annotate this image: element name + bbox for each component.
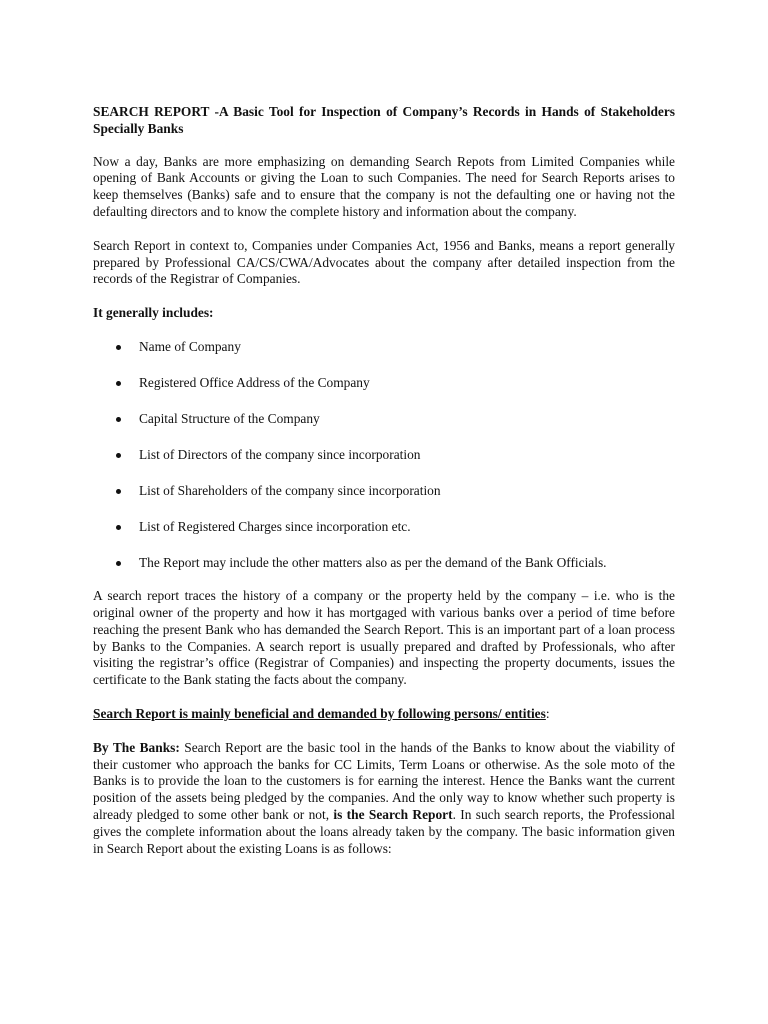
beneficiaries-heading-line: Search Report is mainly beneficial and demanded by following persons/ entities:	[93, 705, 550, 721]
list-item: The Report may include the other matters also as per the demand of the Bank Officials.	[93, 555, 675, 572]
document-page	[93, 104, 675, 857]
bullet-icon	[116, 561, 121, 566]
bullet-icon	[116, 417, 121, 422]
list-item: List of Directors of the company since incorporation	[93, 447, 675, 464]
banks-label: By The Banks:	[93, 739, 180, 755]
bullet-icon	[116, 345, 121, 350]
definition-paragraph: Search Report in context to, Companies under Companies Act, 1956 and Banks, means a report generally prepared by Professional CA/CS/CWA/Advocates about the company after detailed inspection from the records of the Registrar of Companies.	[93, 237, 675, 287]
banks-paragraph: By The Banks: Search Report are the basic tool in the hands of the Banks to know about the viability of their customer who approach the banks for CC Limits, Term Loans or otherwise. As the sole moto of the Banks is to provide the loan to the customers is for earning the interest. Hence the Banks want the current position of the assets being pledged by the companies. And the only way to know whether such property is already pledged to some other bank or not, is the Search Report. In such search reports, the Professional gives the complete information about the loans already taken by the company. The basic information given in Search Report about the existing Loans is as follows:	[93, 739, 675, 856]
includes-heading: It generally includes:	[93, 305, 214, 321]
list-item: Registered Office Address of the Company	[93, 375, 675, 392]
list-item: Capital Structure of the Company	[93, 411, 675, 428]
bullet-icon	[116, 381, 121, 386]
bullet-icon	[116, 453, 121, 458]
document-title: SEARCH REPORT -A Basic Tool for Inspection of Company’s Records in Hands of Stakeholders Specially Banks	[93, 104, 675, 136]
list-item: List of Shareholders of the company since incorporation	[93, 483, 675, 500]
list-item: Name of Company	[93, 339, 675, 356]
bullet-icon	[116, 489, 121, 494]
includes-list	[93, 339, 675, 572]
banks-bold-phrase: is the Search Report	[333, 806, 453, 822]
bullet-icon	[116, 525, 121, 530]
intro-paragraph: Now a day, Banks are more emphasizing on demanding Search Repots from Limited Companies while opening of Bank Accounts or giving the Loan to such Companies. The need for Search Reports arises to keep themselves (Banks) safe and to ensure that the company is not the defaulting one or having not the defaulting directors and to know the complete history and information about the company.	[93, 153, 675, 219]
history-paragraph: A search report traces the history of a company or the property held by the company – i.e. who is the original owner of the property and how it has mortgaged with various banks over a period of time before reaching the present Bank who has demanded the Search Report. This is an important part of a loan process by Banks to the Companies. A search report is usually prepared and drafted by Professionals, who after visiting the registrar’s office (Registrar of Companies) and inspecting the property documents, issues the certificate to the Bank stating the facts about the company.	[93, 588, 675, 688]
beneficiaries-heading: Search Report is mainly beneficial and demanded by following persons/ entities	[93, 705, 546, 721]
list-item: List of Registered Charges since incorporation etc.	[93, 519, 675, 536]
